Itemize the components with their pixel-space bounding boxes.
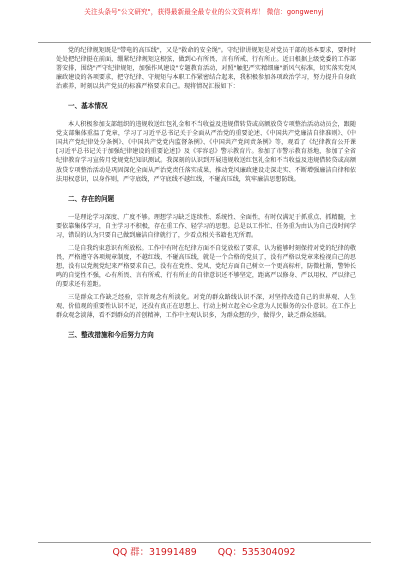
- section-heading-measures: 三、整改措施和今后努力方向: [68, 331, 154, 340]
- header-divider: [38, 42, 371, 43]
- footer: [0, 546, 408, 560]
- header-banner: 关注头条号"公文研究"，获得最新最全最专业的公文资料库！ 微信：gongwenyj: [84, 8, 324, 16]
- section-heading-problems: 二、存在的问题: [68, 194, 115, 203]
- intro-paragraph: 党的纪律规矩既是"带电的高压线"，又是"救命的安全绳"。守纪律讲规矩是对党员干部的基本要求，要时时处处把纪律挺在前面，绷紧纪律规矩这根弦，做到心有所畏、言有所戒、行有所止。近日根据上级党委的工作部署安排，围绕"严守纪律规矩，加强作风建设"专题教育活动，对照"触犯严实精细廉"新风气标准，切实落实党风廉政建设的各项要求，把守纪律、守规矩与本职工作紧密结合起来，我积极参加各项政治学习，努力提升自身政治素养，时刻以共产党员的标准严格要求自己。现将情况汇报如下：: [56, 47, 356, 91]
- footer-qq-contact: QQ：535304092: [217, 547, 296, 558]
- section-heading-basic: 一、基本情况: [68, 102, 108, 111]
- problem-paragraph-1: 一是理论学习深度、广度不够。理想学习缺乏连续性、系统性、全面性，有时仅满足于抓重点、抓精髓，主要依靠集体学习，自主学习不积极，存在重工作、轻学习的思想。总是以工作忙、任务重为由认为自己没时间学习，错误的认为只要自己做到廉洁自律就行了，少看点相关书籍也无所谓。: [56, 213, 356, 239]
- footer-qq-group: QQ 群：31991489: [112, 547, 197, 558]
- basic-situation-paragraph: 本人积极参加支部组织的违规收送红包礼金和不当收益及违规借转贷或高额放贷专项整治活动动员会，跟随党支部集体重温了党章，学习了习近平总书记关于全面从严治党的重要论述、《中国共产党廉洁自律准则》、《中国共产党纪律处分条例》、《中国共产党党内监督条例》、《中国共产党问责条例》等，观看了《纪律教育公开课[习近平总书记关于加强纪律建设的重要论述]》及《零容忍》警示教育片。参加了市警示教育基地，参加了全省纪律教育学习宣传月党规党纪知识测试。我深刻的认识到开展违规收送红包礼金和不当收益及违规借转贷或高额放贷专项整治活动是巩固深化全面从严治党责任落实成果，推动党风廉政建设走深走实、不断增强廉洁自律和依法用权意识，以身作则，严守底线，严守底线不越红线，不碰高压线，筑牢廉洁思想防线。: [56, 121, 356, 183]
- problem-paragraph-3: 三是群众工作缺乏经验，宗旨观念有所淡化。对党的群众路线认识不深，对坚持改造自己的世界观、人生观、价值观的重要性认识不足，还没有真正在思想上、行动上树立起全心全意为人民服务的公仆意识。在工作上群众观念淡薄，看不到群众的首创精神，工作中主观认识多，为群众想的少，做得少，缺乏群众基础。: [56, 294, 356, 320]
- problem-paragraph-2: 二是自我约束意识有所放松。工作中有时在纪律方面不自觉放松了要求，认为能够时刻保持对党的纪律的敬畏，严格遵守各项规章制度，不越红线、不碰高压线，就是一个合格的党员了，没有严格以党章来检视自己的思想，没有以党规党纪来严格要求自己，没有在党性、党风、党纪方面自己树立一个更高标杆，防微杜渐，警钟长鸣的自觉性不强，心有所畏、言有所戒、行有所止的自律意识还不够坚定，距离严以修身、严以用权、严以律己的要求还有差距。: [56, 244, 356, 288]
- footer-divider: [38, 542, 371, 543]
- document-body: [56, 46, 356, 340]
